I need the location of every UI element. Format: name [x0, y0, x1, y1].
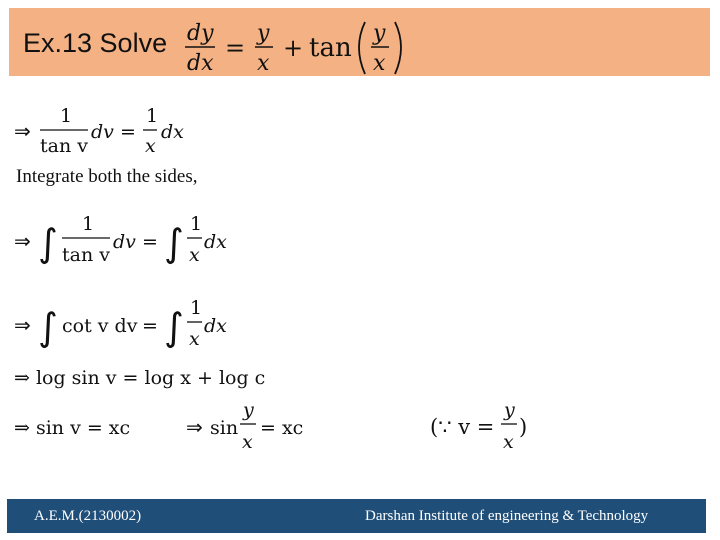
equation-step-6: [186, 396, 326, 456]
svg-text:1: 1: [190, 213, 203, 235]
svg-text:⇒: ⇒: [14, 119, 31, 143]
svg-text:x: x: [257, 51, 270, 76]
equation-step-5: [14, 412, 174, 442]
svg-text:y: y: [373, 21, 386, 46]
equation-step-1: [14, 100, 214, 160]
svg-text:dx: dx: [187, 51, 214, 76]
svg-text:= xc: = xc: [260, 417, 304, 439]
svg-text:): ): [519, 415, 528, 439]
equation-step-2: [14, 206, 254, 272]
title-equation: [185, 16, 415, 78]
svg-text:dx: dx: [204, 231, 227, 253]
svg-text:⇒: ⇒: [14, 229, 31, 253]
svg-text:+: +: [283, 34, 304, 62]
svg-text:dv: dv: [91, 121, 114, 143]
svg-text:∫: ∫: [164, 305, 184, 349]
svg-text:⇒: ⇒: [186, 415, 203, 439]
svg-text:=: =: [142, 231, 158, 253]
svg-text:1: 1: [82, 213, 95, 235]
slide-title: Ex.13 Solve: [23, 28, 168, 58]
svg-text:⇒: ⇒: [14, 313, 31, 337]
svg-text:y: y: [243, 399, 254, 421]
svg-text:1: 1: [146, 105, 159, 127]
slide-title-bar: [9, 8, 710, 76]
svg-text:y: y: [504, 399, 515, 421]
svg-text:sin: sin: [210, 417, 239, 439]
svg-text:x: x: [145, 135, 156, 157]
svg-text:⇒ log sin v = log x + log c: ⇒ log sin v = log x + log c: [14, 367, 266, 389]
integrate-text: Integrate both the sides,: [16, 166, 198, 187]
svg-text:tan v: tan v: [62, 244, 110, 266]
svg-text:∫: ∫: [38, 221, 58, 265]
svg-text:tan: tan: [309, 33, 352, 63]
svg-text:dy: dy: [187, 21, 214, 46]
svg-text:=: =: [120, 121, 136, 143]
svg-text:1: 1: [190, 297, 203, 319]
svg-text:x: x: [373, 51, 386, 76]
svg-text:tan v: tan v: [40, 135, 88, 157]
svg-text:dx: dx: [161, 121, 184, 143]
course-code: A.E.M.(2130002): [34, 508, 142, 524]
svg-text:∫: ∫: [164, 221, 184, 265]
svg-text:dx: dx: [204, 315, 227, 337]
svg-text:⇒ sin v = xc: ⇒ sin v = xc: [14, 417, 131, 439]
institute-name: Darshan Institute of engineering & Technology: [365, 508, 649, 524]
svg-text:=: =: [225, 34, 246, 62]
because-note: [430, 396, 540, 456]
page-number: 25: [688, 505, 704, 521]
svg-text:cot v dv: cot v dv: [62, 315, 138, 337]
svg-text:dv: dv: [113, 231, 136, 253]
equation-step-4: [14, 362, 294, 392]
svg-text:x: x: [503, 431, 514, 453]
svg-text:x: x: [242, 431, 253, 453]
footer-bar: [7, 499, 706, 533]
svg-text:=: =: [142, 315, 158, 337]
svg-text:x: x: [189, 328, 200, 350]
svg-text:(∵ v =: (∵ v =: [430, 415, 495, 439]
svg-text:y: y: [257, 21, 270, 46]
svg-text:x: x: [189, 244, 200, 266]
svg-text:∫: ∫: [38, 305, 58, 349]
equation-step-3: [14, 290, 254, 356]
svg-text:1: 1: [60, 105, 73, 127]
